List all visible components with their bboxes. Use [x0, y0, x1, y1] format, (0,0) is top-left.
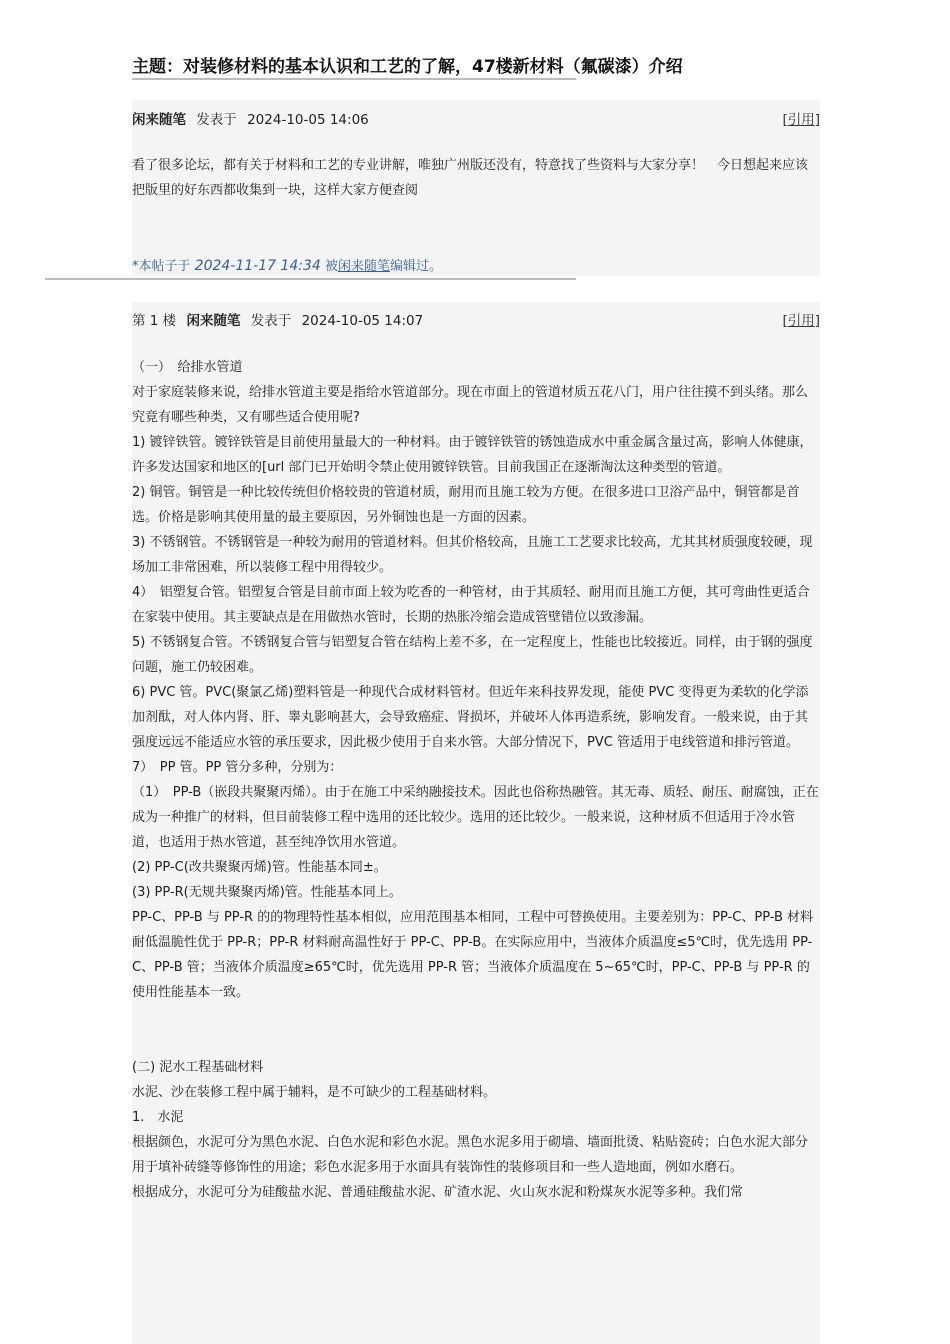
- post-paragraph: 看了很多论坛，都有关于材料和工艺的专业讲解，唯独广州版还没有，特意找了些资料与大家分享！ 今日想起来应该把版里的好东西都收集到一块，这样大家方便查阅: [132, 158, 809, 198]
- floor-number: 第 1 楼: [132, 313, 177, 329]
- post-meta: [132, 108, 820, 128]
- post-paragraph: 3) 不锈钢管。不锈钢管是一种较为耐用的管道材料。但其价格较高，且施工工艺要求比较高，尤其其材质强度较硬，现场加工非常困难，所以装修工程中用得较少。: [132, 535, 813, 575]
- post-paragraph: 1) 镀锌铁管。镀锌铁管是目前使用量最大的一种材料。由于镀锌铁管的锈蚀造成水中重金属含量过高，影响人体健康，许多发达国家和地区的[url 部门已开始明令禁止使用镀锌铁管。目前我国正在逐渐淘汰这种类型的管道。: [132, 435, 813, 475]
- post-floor-1: [132, 302, 820, 1344]
- editor-link[interactable]: 闲来随笔: [337, 259, 390, 274]
- post-paragraph: 2) 铜管。铜管是一种比较传统但价格较贵的管道材质，耐用而且施工较为方便。在很多进口卫浴产品中，铜管都是首选。价格是影响其使用量的最主要原因，另外铜蚀也是一方面的因素。: [132, 485, 800, 525]
- posted-label: 发表于: [196, 112, 237, 128]
- quote-link[interactable]: 引用: [787, 112, 815, 128]
- quote-link[interactable]: 引用: [787, 313, 815, 329]
- post-paragraph: 水泥、沙在装修工程中属于辅料，是不可缺少的工程基础材料。: [132, 1085, 497, 1100]
- post-divider: [45, 278, 576, 280]
- post-paragraph: (2) PP-C(改共聚聚丙烯)管。性能基本同±。: [132, 860, 387, 875]
- post-body: [132, 153, 820, 203]
- edit-note-datetime: 2024-11-17 14:34: [194, 258, 321, 274]
- post-paragraph: 根据颜色，水泥可分为黑色水泥、白色水泥和彩色水泥。黑色水泥多用于砌墙、墙面批烫、粘贴瓷砖；白色水泥大部分用于填补砖缝等修饰性的用途；彩色水泥多用于水面具有装饰性的装修项目和一些人造地面，例如水磨石。: [132, 1135, 809, 1175]
- section-heading: （一） 给排水管道: [132, 360, 243, 375]
- section-heading: (二) 泥水工程基础材料: [132, 1060, 264, 1075]
- post-paragraph: 6) PVC 管。PVC(聚氯乙烯)塑料管是一种现代合成材料管材。但近年来科技界发现，能使 PVC 变得更为柔软的化学添加剂酞，对人体内肾、肝、睾丸影响甚大，会导致癌症、肾损坏，并破坏人体再造系统，影响发育。一般来说，由于其强度远远不能适应水管的承压要求，因此极少使用于自来水管。大部分情况下，PVC 管适用于电线管道和排污管道。: [132, 685, 809, 750]
- thread-title: 主题：对装修材料的基本认识和工艺的了解，47楼新材料（氟碳漆）介绍: [132, 57, 683, 77]
- post-meta: [132, 309, 820, 329]
- paragraph-gap: [132, 1005, 820, 1055]
- quote-link-wrap: [引用]: [782, 313, 820, 329]
- posted-label: 发表于: [250, 313, 292, 329]
- post-author[interactable]: 闲来随笔: [132, 112, 186, 128]
- post-datetime: 2024-10-05 14:07: [301, 313, 424, 329]
- edit-note-by: 被: [324, 259, 338, 274]
- post-paragraph: 4） 铝塑复合管。铝塑复合管是目前市面上较为吃香的一种管材，由于其质轻、耐用而且施工方便，其可弯曲性更适合在家装中使用。其主要缺点是在用做热水管时，长期的热胀冷缩会造成管壁错位以致渗漏。: [132, 585, 810, 625]
- post-paragraph: 根据成分，水泥可分为硅酸盐水泥、普通硅酸盐水泥、矿渣水泥、火山灰水泥和粉煤灰水泥等多种。我们常: [132, 1185, 744, 1200]
- edit-note: [132, 255, 820, 274]
- post-paragraph: 对于家庭装修来说，给排水管道主要是指给水管道部分。现在市面上的管道材质五花八门，用户往往摸不到头绪。那么究竟有哪些种类，又有哪些适合使用呢?: [132, 385, 809, 425]
- post-paragraph: （1） PP-B（嵌段共聚聚丙烯）。由于在施工中采纳融接技术。因此也俗称热融管。其无毒、质轻、耐压、耐腐蚀，正在成为一种推广的材料，但目前装修工程中选用的还比较少。选用的还比较少。一般来说，这种材质不但适用于冷水管道，也适用于热水管道，甚至纯净饮用水管道。: [132, 785, 819, 850]
- post-original: [132, 100, 820, 276]
- post-datetime: 2024-10-05 14:06: [247, 112, 369, 128]
- title-divider: [132, 78, 576, 80]
- post-body: [132, 355, 820, 1205]
- post-paragraph: (3) PP-R(无规共聚聚丙烯)管。性能基本同上。: [132, 885, 402, 900]
- post-paragraph: PP-C、PP-B 与 PP-R 的的物理特性基本相似，应用范围基本相同，工程中可替换使用。主要差别为：PP-C、PP-B 材料耐低温脆性优于 PP-R；PP-R 材料耐高温性好于 PP-C、PP-B。在实际应用中，当液体介质温度≤5℃时，优先选用 PP-C、PP-B 管；当液体介质温度≥65℃时，优先选用 PP-R 管；当液体介质温度在 5~65℃时，PP-C、PP-B 与 PP-R 的使用性能基本一致。: [132, 910, 814, 1000]
- subsection-heading: 1. 水泥: [132, 1110, 184, 1125]
- post-paragraph: 7） PP 管。PP 管分多种，分别为：: [132, 760, 343, 775]
- edit-note-prefix: *本帖子于: [132, 259, 191, 274]
- post-paragraph: 5) 不锈钢复合管。不锈钢复合管与铝塑复合管在结构上差不多，在一定程度上，性能也比较接近。同样，由于钢的强度问题，施工仍较困难。: [132, 635, 813, 675]
- post-author[interactable]: 闲来随笔: [186, 313, 241, 329]
- edit-note-suffix: 编辑过。: [390, 259, 443, 274]
- quote-link-wrap: [引用]: [782, 112, 820, 128]
